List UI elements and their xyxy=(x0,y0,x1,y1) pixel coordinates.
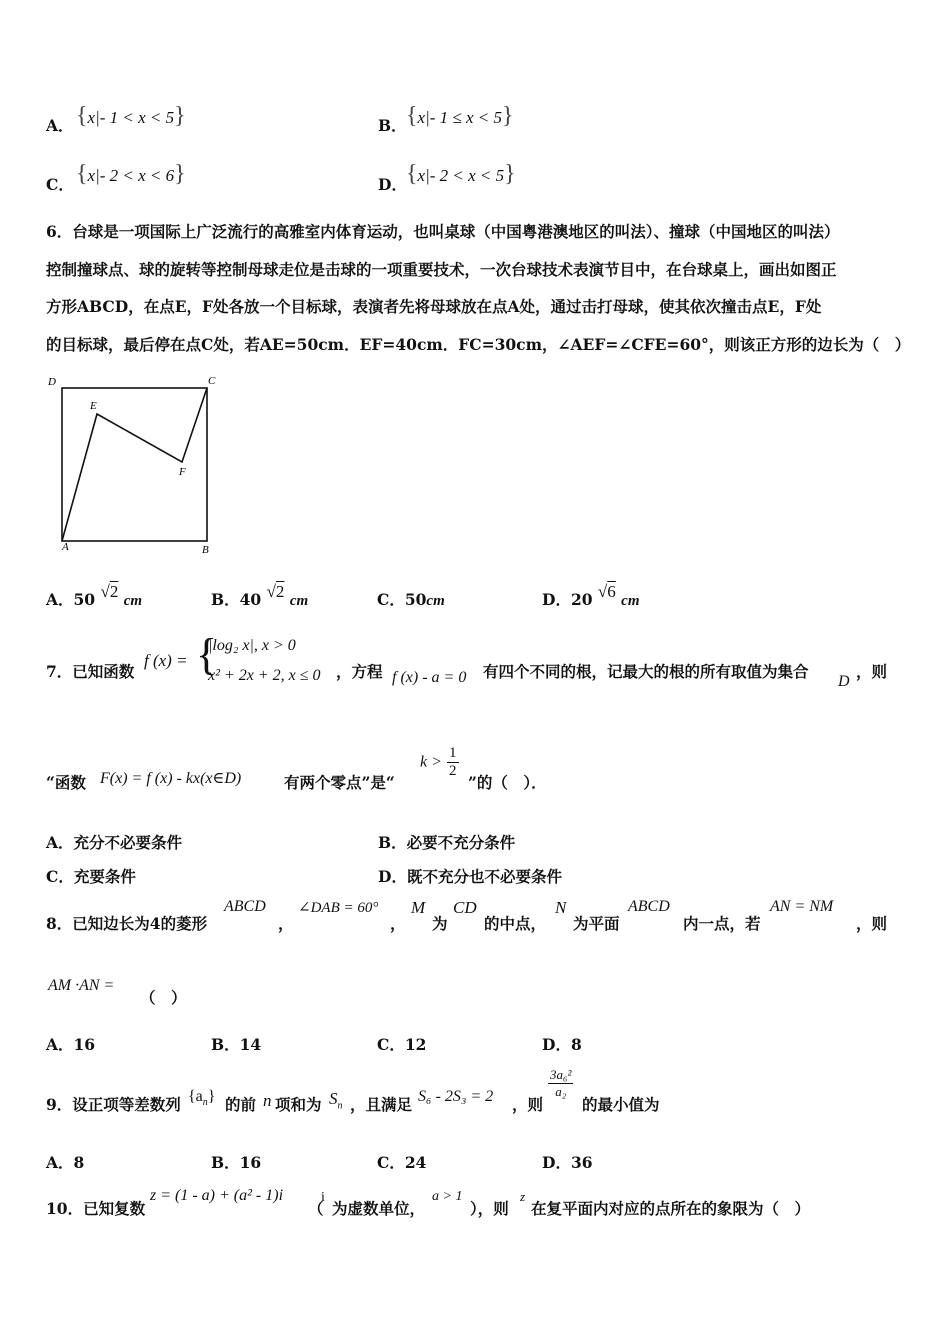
q9-prefix: 9．设正项等差数列 xyxy=(46,1095,181,1114)
q8-comma-1: ， xyxy=(278,914,294,933)
q8-end: ，则 xyxy=(856,914,888,933)
q10-condition: a > 1 xyxy=(432,1189,463,1204)
q6-square-figure xyxy=(44,372,224,557)
q8-point-n: N xyxy=(555,898,567,917)
q5-option-a: A． xyxy=(46,116,74,135)
q9-end: 的最小值为 xyxy=(582,1095,660,1114)
sqrt-sign: √2 xyxy=(266,582,285,601)
q5-option-b: B． xyxy=(378,116,407,135)
q8-condition: AN = NM xyxy=(770,898,834,915)
sqrt-sign: √2 xyxy=(100,582,119,601)
q7-option-c: C．充要条件 xyxy=(46,867,136,886)
q7-Fx: F(x) = f (x) - kx(x∈D) xyxy=(100,770,242,787)
q7-k-condition: k > $\frac{1}{2}$ xyxy=(420,745,457,779)
q8-comma-2: ， xyxy=(390,914,406,933)
q9-sequence: $\{a_n\}$ xyxy=(188,1088,216,1109)
label-f: F xyxy=(179,466,186,478)
q5-option-c-set: {x|- 2 < x < 6} xyxy=(76,161,186,187)
q9-option-a: A．8 xyxy=(46,1153,85,1172)
q8-option-a: A．16 xyxy=(46,1035,96,1054)
q8-plane: 为平面 xyxy=(573,914,620,933)
q8-prefix: 8．已知边长为4的菱形 xyxy=(46,914,208,933)
q5-option-d: D． xyxy=(378,175,407,194)
q8-option-c: C．12 xyxy=(377,1035,427,1054)
q8-point-m: M xyxy=(411,898,426,917)
q8-abcd-2: ABCD xyxy=(628,898,670,915)
q7-line2-mid: 有两个零点”是“ xyxy=(284,773,395,792)
q10-mid-2: ），则 xyxy=(470,1199,509,1218)
label-e: E xyxy=(90,400,97,412)
q6-option-c: C．50cm xyxy=(377,590,445,609)
q10-paren-open: （ xyxy=(308,1199,324,1218)
label-c: C xyxy=(208,375,216,387)
sqrt-sign: √6 xyxy=(597,582,616,601)
label-d: D xyxy=(48,376,56,388)
q8-wei: 为 xyxy=(432,914,448,933)
q7-set-d: D xyxy=(838,673,850,690)
q7-prefix: 7．已知函数 xyxy=(46,662,135,681)
q7-line2-open: “函数 xyxy=(46,773,86,792)
q7-case-2: x² + 2x + 2, x ≤ 0 xyxy=(208,667,321,684)
q8-segment-cd: CD xyxy=(453,898,477,917)
q9-fraction: $\frac{\text{3a₆²}}{\text{a₂}}$ xyxy=(550,1067,572,1099)
one-half-fraction: $\frac{1}{2}$ xyxy=(449,745,457,779)
q7-fx: f (x) = xyxy=(144,651,188,670)
q6-option-a: A．50 √2 cm xyxy=(46,582,143,609)
q6-option-b: B．40 √2 cm xyxy=(211,582,309,609)
q6-line-2: 控制撞球点、球的旋转等控制母球走位是击球的一项重要技术，一次台球技术表演节目中，在台球桌上，画出如图正 xyxy=(46,260,837,279)
q10-end: 在复平面内对应的点所在的象限为（ ） xyxy=(531,1199,811,1218)
label-b: B xyxy=(202,544,209,556)
q7-brace: { xyxy=(196,630,218,679)
q9-mid-1: 的前 xyxy=(225,1095,257,1114)
ball-path xyxy=(62,388,207,541)
q9-mid-2: 项和为 xyxy=(275,1095,322,1114)
q10-prefix: 10．已知复数 xyxy=(46,1199,146,1218)
q10-i: i xyxy=(321,1190,325,1205)
q9-option-b: B．16 xyxy=(211,1153,262,1172)
q6-line-1: 6．台球是一项国际上广泛流行的高雅室内体育运动，也叫桌球（中国粤港澳地区的叫法）、撞球（中国地区的叫法） xyxy=(46,222,840,241)
q9-option-c: C．24 xyxy=(377,1153,427,1172)
q8-paren: （ ） xyxy=(140,988,187,1007)
q9-mid-4: ，则 xyxy=(512,1095,544,1114)
q9-option-d: D．36 xyxy=(542,1153,593,1172)
q7-option-b: B．必要不充分条件 xyxy=(378,833,516,852)
q9-sn: $S_n$ xyxy=(329,1089,343,1112)
q8-dot-product: AM ·AN = xyxy=(48,977,115,994)
q8-abcd-1: ABCD xyxy=(224,898,266,915)
q7-line2-end: ”的（ ）． xyxy=(468,773,547,792)
q7-mid-2: 有四个不同的根，记最大的根的所有取值为集合 xyxy=(483,662,809,681)
q6-line-3: 方形ABCD，在点E，F处各放一个目标球，表演者先将母球放在点A处，通过击打母球，使其依次撞击点E，F处 xyxy=(46,297,822,316)
q5-option-c: C． xyxy=(46,175,74,194)
q5-option-d-set: {x|- 2 < x < 5} xyxy=(406,161,516,187)
q7-end: ，则 xyxy=(856,662,888,681)
q7-mid-1: ，方程 xyxy=(336,662,383,681)
q9-mid-3: ，且满足 xyxy=(350,1095,413,1114)
q6-option-d: D．20 √6 cm xyxy=(542,582,640,609)
q9-condition: S₆ - 2S₃ = 2 xyxy=(418,1088,494,1105)
q10-z: z xyxy=(520,1189,526,1204)
q7-option-d: D．既不充分也不必要条件 xyxy=(378,867,562,886)
q10-mid-1: 为虚数单位， xyxy=(332,1199,426,1218)
q7-case-1: |log₂ x|, x > 0 xyxy=(208,637,296,654)
q8-mid: 的中点， xyxy=(484,914,547,933)
q8-angle: ∠DAB = 60° xyxy=(298,900,379,916)
q10-complex-z: z = (1 - a) + (a² - 1)i xyxy=(150,1187,284,1204)
q5-option-b-set: {x|- 1 ≤ x < 5} xyxy=(406,103,514,129)
q8-inside: 内一点，若 xyxy=(683,914,761,933)
q7-option-a: A．充分不必要条件 xyxy=(46,833,183,852)
q5-option-a-set: {x|- 1 < x < 5} xyxy=(76,103,186,129)
q7-equation: f (x) - a = 0 xyxy=(392,669,467,686)
q6-line-4: 的目标球，最后停在点C处，若AE=50cm．EF=40cm．FC=30cm，∠AEF=∠CFE=60°，则该正方形的边长为（ ） xyxy=(46,335,911,354)
label-a: A xyxy=(62,541,69,553)
q9-n: n xyxy=(263,1091,272,1110)
q8-option-b: B．14 xyxy=(211,1035,262,1054)
q8-option-d: D．8 xyxy=(542,1035,582,1054)
